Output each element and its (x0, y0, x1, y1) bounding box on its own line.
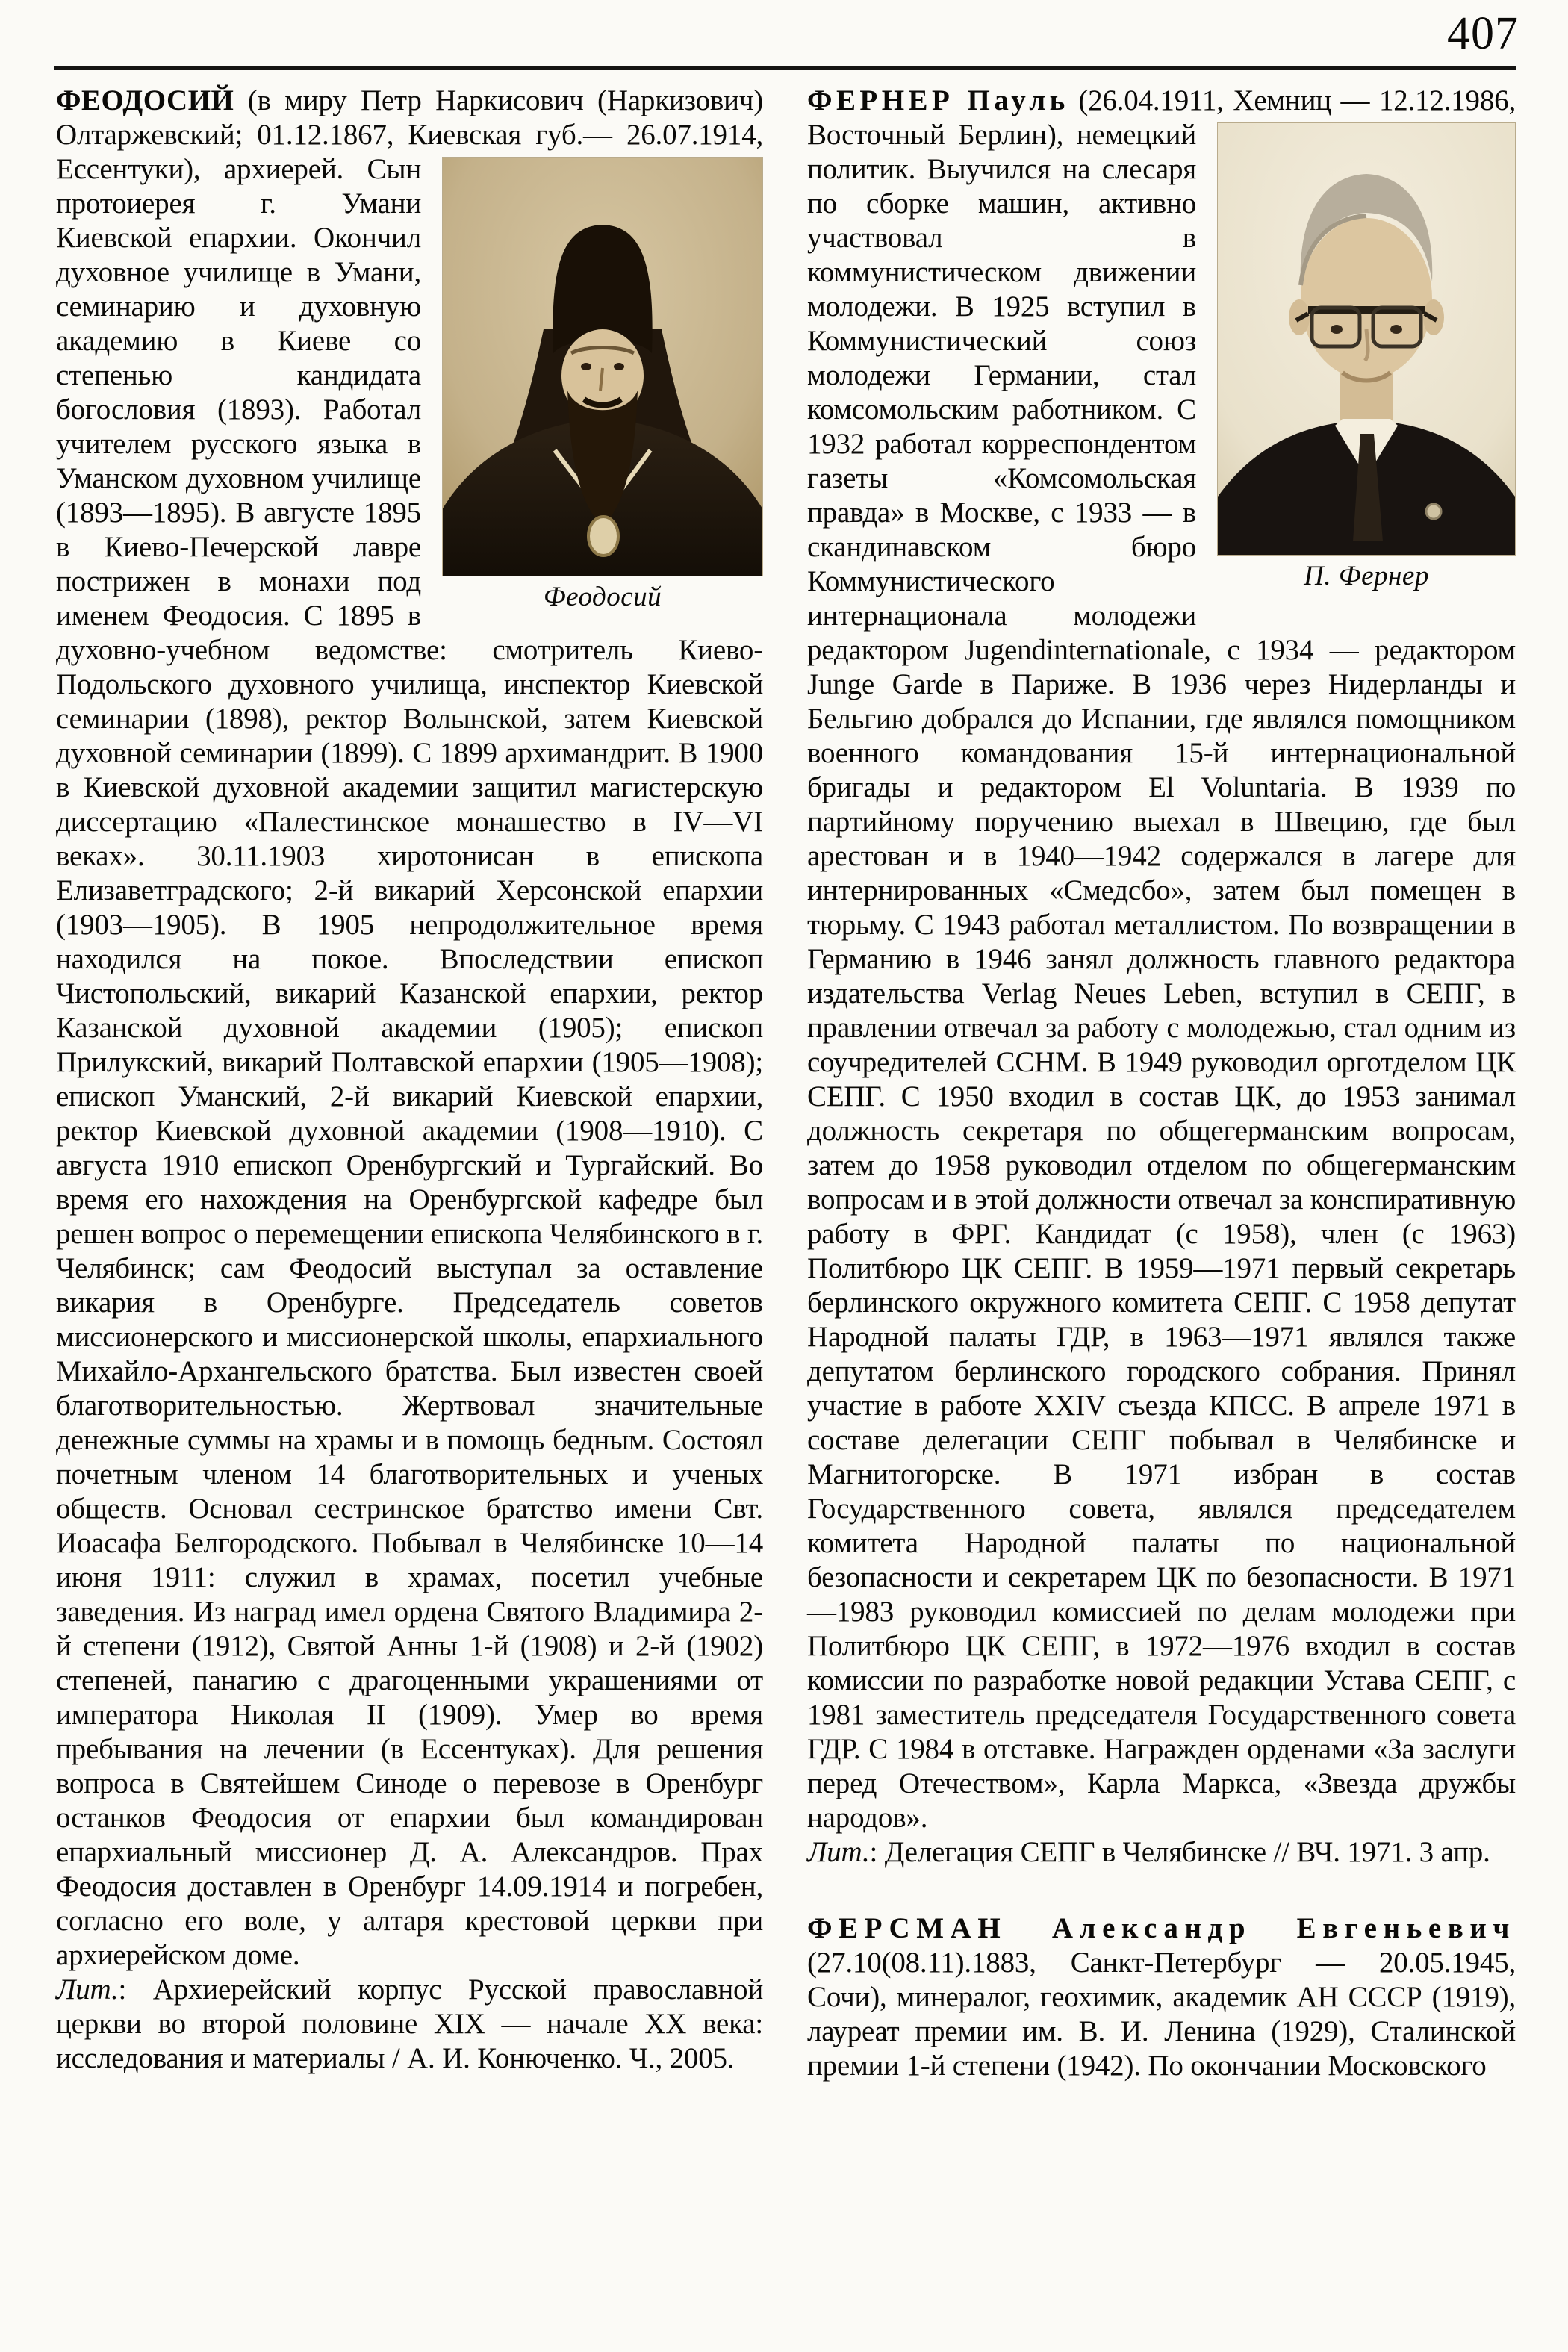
entry-feodosiy-body: губ.— 26.07.1914, Ессентуки), архиерей. Сын протоиерея г. Умани Киевской епархии. Окончил духовное училище в Умани, семинарию и духовную академию в Киеве со степенью кандидата богословия (1893). Работал учителем русского языка в Уманском духовном училище (1893—1895). В августе 1895 в Киево-Печерской лавре пострижен в монахи под именем Феодосия. С 1895 в духовно-учебном ведомстве: смотритель Киево-Подольского духовного училища, инспектор Киевской семинарии (1898), ректор Волынской, затем Киевской духовной семинарии (1899). С 1899 архимандрит. В 1900 в Киевской духовной академии защитил магистерскую диссертацию «Палестинское монашество в IV—VI веках». 30.11.1903 хиротонисан в епископа Елизаветградского; 2-й викарий Херсонской епархии (1903—1905). В 1905 непродолжительное время находился на покое. Впоследствии епископ Чистопольский, викарий Казанской епархии, ректор Казанской духовной академии (1905); епископ Прилукский, викарий Полтавской епархии (1905—1908); епископ Уманский, 2-й викарий Киевской епархии, ректор Киевской духовной академии (1908—1910). С августа 1910 епископ Оренбургский и Тургайский. Во время его нахождения на Оренбургской кафедре был решен вопрос о перемещении епископа Челябинского в г. Челябинск; сам Феодосий выступал за оставление викария в Оренбурге. Председатель советов миссионерского и миссионерской школы, епархиального Михайло-Архангельского братства. Был известен своей благотворительностью. Жертвовал значительные денежные суммы на храмы и в помощь бедным. Состоял почетным членом 14 благотворительных и ученых обществ. Основал сестринское братство имени Свт. Иоасафа Белгородского. Побывал в Челябинске 10—14 июня 1911: служил в храмах, посетил учебные заведения. Из наград имел ордена Святого Владимира 2-й степени (1912), Святой Анны 1-й (1908) и 2-й (1902) степеней, панагию с драгоценными украшениями от императора Николая II (1909). Умер во время пребывания на лечении (в Ессентуках). Для решения вопроса в Святейшем Синоде о перевозе в Оренбург останков Феодосия от епархии был командирован епархиальный миссионер Д. А. Александров. Прах Феодосия доставлен в Оренбург 14.09.1914 и погребен, согласно его воле, у алтаря крестовой церкви при архиерейском доме. (56, 119, 763, 1971)
entry-fersman (807, 1911, 1516, 2083)
entry-ferner-body-start: (26.04.1911, Хемниц — 12.12.1986, Восточный Берлин), немецкий (807, 84, 1516, 151)
entry-feodosiy-body-start: (в миру Петр Наркисович (Наркизович) Олтаржевский; 01.12.1867, Киевская (56, 84, 763, 151)
right-column (807, 84, 1516, 2083)
feodosiy-photo-figure (442, 157, 763, 614)
entry-fersman-body: (27.10(08.11).1883, Санкт-Петербург — 20.05.1945, Сочи), минералог, геохимик, академик АН СССР (1919), лауреат премии им. В. И. Ленина (1929), Сталинской премии 1-й степени (1942). По окончании Московского (807, 1947, 1516, 2082)
feodosiy-portrait-photo (442, 157, 763, 576)
headword-fersman: ФЕРСМАН Александр Евгеньевич (807, 1912, 1516, 1944)
entry-feodosiy (56, 84, 763, 1973)
header-rule (54, 66, 1516, 70)
feodosiy-lit-line (56, 1973, 763, 2076)
ferner-portrait-photo (1217, 122, 1516, 556)
lit-label: Лит. (56, 1973, 119, 2006)
lit-label: Лит. (807, 1836, 870, 1868)
page-number: 407 (1447, 8, 1519, 59)
ferner-lit-line (807, 1835, 1516, 1870)
left-column (56, 84, 763, 2076)
headword-feodosiy: ФЕОДОСИЙ (56, 84, 234, 116)
entry-ferner-body: политик. Выучился на слесаря по сборке машин, активно участвовал в коммунистическом движении молодежи. В 1925 вступил в Коммунистический союз молодежи Германии, стал комсомольским работником. С 1932 работал корреспондентом газеты «Комсомольская правда» в Москве, с 1933 — в скандинавском бюро Коммунистического интернационала молодежи редактором Jugendinternationale, с 1934 — редактором Junge Garde в Париже. В 1936 через Нидерланды и Бельгию добрался до Испании, где являлся помощником военного командования 15-й интернациональной бригады и редактором El Voluntaria. В 1939 по партийному поручению выехал в Швецию, где был арестован и в 1940—1942 содержался в лагере для интернированных «Смедсбо», затем был помещен в тюрьму. С 1943 работал металлистом. По возвращении в Германию в 1946 занял должность главного редактора издательства Verlag Neues Leben, вступил в СЕПГ, в правлении отвечал за работу с молодежью, стал одним из соучредителей ССНМ. В 1949 руководил орготделом ЦК СЕПГ. С 1950 входил в состав ЦК, до 1953 занимал должность секретаря по общегерманским вопросам, затем до 1958 руководил отделом по общегерманским вопросам и в этой должности отвечал за конспиративную работу в ФРГ. Кандидат (с 1958), член (с 1963) Политбюро ЦК СЕПГ. В 1959—1971 первый секретарь берлинского окружного комитета СЕПГ. С 1958 депутат Народной палаты ГДР, в 1963—1971 являлся также депутатом берлинского городского собрания. Принял участие в работе XXIV съезда КПСС. В апреле 1971 в составе делегации СЕПГ побывал в Челябинске и Магнитогорске. В 1971 избран в состав Государственного совета, являлся председателем комитета Народной палаты по национальной безопасности и секретарем ЦК по безопасности. В 1971—1983 руководил комиссией по делам молодежи при Политбюро ЦК СЕПГ, в 1972—1976 входил в состав комиссии по разработке новой редакции Устава СЕПГ, с 1981 заместитель председателя Государственного совета ГДР. С 1984 в отставке. Награжден орденами «За заслуги перед Отечеством», Карла Маркса, «Звезда дружбы народов». (807, 153, 1516, 1834)
ferner-photo-figure (1217, 122, 1516, 593)
headword-ferner: ФЕРНЕР Пауль (807, 84, 1069, 116)
ferner-photo-caption: П. Фернер (1304, 561, 1429, 591)
feodosiy-photo-caption: Феодосий (543, 582, 662, 612)
lit-text: : Архиерейский корпус Русской православной церкви во второй половине XIX — начале XX века: исследования и материалы / А. И. Конюченко. Ч., 2005. (56, 1973, 763, 2074)
entry-ferner (807, 84, 1516, 1835)
lit-text: : Делегация СЕПГ в Челябинске // ВЧ. 1971. 3 апр. (869, 1836, 1490, 1868)
